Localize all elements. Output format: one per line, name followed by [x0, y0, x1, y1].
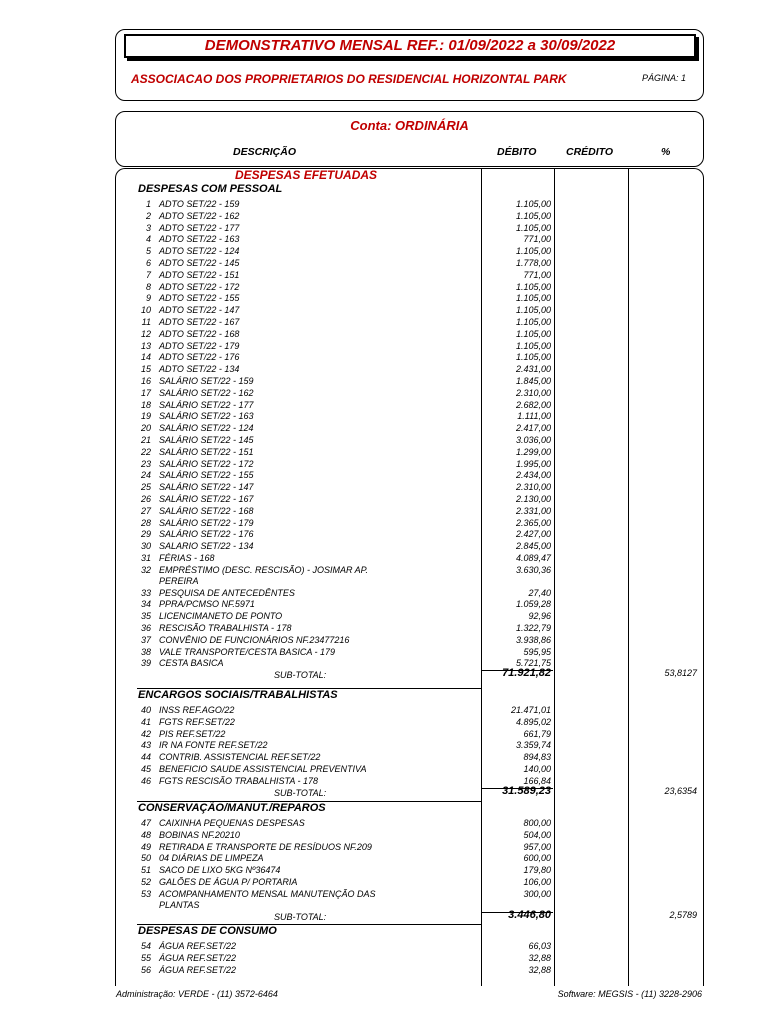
item-description: RETIRADA E TRANSPORTE DE RESÍDUOS NF.209	[159, 841, 372, 852]
item-number: 11	[141, 317, 151, 327]
item-debit: 179,80	[523, 865, 551, 876]
item-debit: 4.895,02	[515, 716, 551, 727]
col-description: DESCRIÇÃO	[233, 146, 297, 158]
item-debit: 66,03	[528, 941, 551, 951]
item-description: ADTO SET/22 - 159	[159, 199, 240, 209]
col-debit: DÉBITO	[497, 146, 537, 158]
subtotal-value: 31.589,23	[502, 784, 551, 797]
item-number: 20	[140, 423, 151, 434]
list-item	[0, 952, 768, 964]
item-debit: 140,00	[523, 764, 551, 774]
footer-admin: Administração: VERDE - (11) 3572-6464	[116, 989, 278, 999]
item-number: 47	[140, 818, 151, 828]
item-description: ADTO SET/22 - 168	[159, 328, 240, 339]
item-debit: 27,40	[528, 587, 551, 598]
list-item	[0, 340, 768, 352]
footer-software: Software: MEGSIS - (11) 3228-2906	[557, 989, 702, 999]
item-number: 37	[140, 634, 151, 645]
item-number: 56	[140, 964, 151, 975]
list-item	[0, 399, 768, 411]
item-number: 29	[140, 529, 151, 540]
item-number: 50	[140, 853, 151, 864]
item-number: 49	[140, 841, 151, 852]
subtotal-percent: 2,5789	[669, 909, 697, 920]
item-description: SALÁRIO SET/22 - 172	[159, 458, 254, 469]
list-item	[0, 198, 768, 210]
item-description: PESQUISA DE ANTECEDÊNTES	[159, 587, 295, 598]
item-number: 54	[140, 941, 151, 951]
list-item	[0, 304, 768, 316]
item-debit: 800,00	[523, 818, 551, 828]
list-item	[0, 387, 768, 399]
item-debit: 504,00	[523, 829, 551, 840]
item-number: 19	[140, 411, 151, 422]
item-debit: 32,88	[528, 952, 551, 963]
item-debit: 3.359,74	[515, 740, 551, 751]
item-number: 44	[140, 752, 151, 763]
item-debit: 1.105,00	[515, 305, 551, 316]
item-description: FÉRIAS - 168	[159, 553, 215, 563]
item-description: BOBINAS NF.20210	[159, 829, 240, 840]
item-description: IR NA FONTE REF.SET/22	[159, 740, 268, 751]
item-number: 13	[140, 340, 151, 351]
item-description: ÁGUA REF.SET/22	[159, 952, 237, 963]
list-item	[0, 540, 768, 552]
list-item	[0, 817, 768, 829]
subtotal-label: SUB-TOTAL:	[274, 787, 327, 798]
page-title: DEMONSTRATIVO MENSAL REF.: 01/09/2022 a 30/09/2022	[204, 37, 616, 54]
item-debit: 1.105,00	[515, 281, 551, 292]
item-number: 43	[140, 740, 151, 751]
list-item	[0, 634, 768, 646]
item-number: 26	[140, 494, 151, 504]
item-debit: 92,96	[528, 611, 551, 622]
item-description: ADTO SET/22 - 172	[159, 281, 240, 292]
item-description-cont: PEREIRA	[159, 575, 199, 586]
list-item	[0, 841, 768, 853]
item-description: ÁGUA REF.SET/22	[159, 941, 237, 951]
subtotal-percent: 53,8127	[664, 668, 697, 679]
item-number: 41	[140, 716, 151, 727]
item-description: SALÁRIO SET/22 - 176	[159, 529, 254, 540]
list-item	[0, 552, 768, 564]
item-number: 14	[140, 352, 151, 363]
list-item	[0, 739, 768, 751]
item-number: 6	[145, 258, 151, 268]
item-description: SALÁRIO SET/22 - 124	[159, 423, 254, 434]
item-debit: 2.130,00	[515, 494, 551, 504]
item-debit: 771,00	[523, 234, 551, 245]
list-item	[0, 610, 768, 622]
item-debit: 1.845,00	[515, 376, 551, 386]
item-number: 4	[145, 234, 151, 245]
item-description: BENEFICIO SAUDE ASSISTENCIAL PREVENTIVA	[159, 764, 367, 774]
item-debit: 3.938,86	[515, 634, 551, 645]
item-debit: 1.105,00	[515, 210, 551, 221]
item-number: 15	[140, 364, 151, 375]
list-item	[0, 716, 768, 728]
list-item	[0, 469, 768, 481]
item-number: 18	[140, 399, 151, 410]
item-description: SALÁRIO SET/22 - 167	[159, 494, 254, 504]
list-item	[0, 528, 768, 540]
item-description: ADTO SET/22 - 147	[159, 305, 240, 316]
item-debit: 1.322,79	[515, 623, 551, 633]
group-title: DESPESAS COM PESSOAL	[138, 183, 283, 195]
list-item	[0, 328, 768, 340]
item-description: FGTS RESCISÃO TRABALHISTA - 178	[159, 775, 319, 786]
item-description: ADTO SET/22 - 162	[159, 210, 240, 221]
list-item	[0, 587, 768, 599]
list-item	[0, 434, 768, 446]
subtotal-label: SUB-TOTAL:	[274, 670, 327, 681]
list-item-continuation	[0, 899, 768, 911]
group-title: ENCARGOS SOCIAIS/TRABALHISTAS	[138, 689, 338, 701]
item-debit: 957,00	[523, 841, 551, 852]
item-number: 2	[145, 210, 151, 221]
item-number: 9	[145, 293, 151, 304]
list-item	[0, 622, 768, 634]
item-number: 22	[140, 446, 151, 457]
title-bar	[124, 34, 696, 58]
item-description: SALÁRIO SET/22 - 145	[159, 435, 254, 445]
item-debit: 600,00	[523, 853, 551, 864]
list-item	[0, 646, 768, 658]
item-description: ADTO SET/22 - 177	[159, 222, 240, 233]
item-description: SACO DE LIXO 5KG Nº36474	[159, 865, 281, 876]
item-number: 25	[140, 482, 151, 493]
item-description: PIS REF.SET/22	[159, 728, 226, 739]
item-debit: 1.299,00	[515, 446, 551, 457]
item-description: ADTO SET/22 - 176	[159, 352, 240, 363]
item-number: 3	[145, 222, 151, 233]
item-number: 17	[140, 387, 151, 398]
item-debit: 2.434,00	[515, 470, 551, 481]
item-debit: 771,00	[523, 269, 551, 280]
item-description: SALÁRIO SET/22 - 163	[159, 411, 254, 422]
subtotal-label: SUB-TOTAL:	[274, 911, 327, 922]
item-description: ADTO SET/22 - 134	[159, 364, 240, 375]
item-description: ADTO SET/22 - 167	[159, 317, 240, 327]
item-number: 45	[140, 764, 151, 774]
association-name: ASSOCIACAO DOS PROPRIETARIOS DO RESIDENCIAL HORIZONTAL PARK	[131, 72, 567, 86]
item-debit: 1.105,00	[515, 199, 551, 209]
list-item	[0, 257, 768, 269]
item-debit: 3.036,00	[515, 435, 551, 445]
item-debit: 2.682,00	[515, 399, 551, 410]
item-description: ADTO SET/22 - 124	[159, 246, 240, 257]
item-debit: 1.059,28	[515, 599, 551, 610]
item-description: ACOMPANHAMENTO MENSAL MANUTENÇÃO DAS	[159, 888, 376, 899]
account-title: Conta: ORDINÁRIA	[350, 118, 469, 133]
item-debit: 2.310,00	[515, 482, 551, 493]
item-description: SALÁRIO SET/22 - 177	[159, 399, 254, 410]
item-number: 24	[140, 470, 151, 481]
list-item	[0, 245, 768, 257]
item-number: 34	[140, 599, 151, 610]
list-item	[0, 481, 768, 493]
item-description: LICENCIMANETO DE PONTO	[159, 611, 283, 622]
list-item	[0, 269, 768, 281]
item-debit: 2.331,00	[515, 505, 551, 516]
item-number: 33	[140, 587, 151, 598]
list-item	[0, 446, 768, 458]
subtotal-value: 71.921,82	[502, 667, 551, 680]
item-description: SALÁRIO SET/22 - 155	[159, 470, 254, 481]
item-number: 31	[140, 553, 151, 563]
item-description-cont: PLANTAS	[159, 899, 200, 910]
item-number: 38	[140, 646, 151, 657]
item-number: 7	[145, 269, 151, 280]
item-debit: 166,84	[523, 775, 551, 786]
item-debit: 1.105,00	[515, 328, 551, 339]
item-debit: 1.105,00	[515, 317, 551, 327]
group-title: CONSERVAÇÃO/MANUT./REPAROS	[138, 802, 326, 814]
item-description: CESTA BASICA	[159, 658, 224, 669]
list-item	[0, 964, 768, 976]
item-number: 51	[140, 865, 151, 876]
list-item	[0, 657, 768, 669]
section-title: DESPESAS EFETUADAS	[235, 168, 378, 182]
list-item	[0, 775, 768, 787]
list-item	[0, 751, 768, 763]
item-number: 21	[140, 435, 151, 445]
list-item	[0, 864, 768, 876]
list-item	[0, 210, 768, 222]
list-item	[0, 829, 768, 841]
item-debit: 32,88	[528, 964, 551, 975]
item-debit: 2.310,00	[515, 387, 551, 398]
list-item	[0, 233, 768, 245]
list-item-continuation	[0, 575, 768, 587]
item-number: 32	[140, 564, 151, 575]
list-item	[0, 281, 768, 293]
item-number: 5	[145, 246, 151, 257]
item-description: ADTO SET/22 - 163	[159, 234, 240, 245]
item-debit: 300,00	[523, 888, 551, 899]
page-number: PÁGINA: 1	[642, 73, 687, 83]
item-description: FGTS REF.SET/22	[159, 716, 235, 727]
subtotal-value: 3.446,80	[508, 908, 551, 921]
item-debit: 595,95	[523, 646, 551, 657]
item-description: ÁGUA REF.SET/22	[159, 964, 237, 975]
item-number: 35	[140, 611, 151, 622]
item-description: ADTO SET/22 - 145	[159, 258, 240, 268]
list-item	[0, 363, 768, 375]
item-description: SALÁRIO SET/22 - 162	[159, 387, 254, 398]
list-item	[0, 876, 768, 888]
item-description: 04 DIÁRIAS DE LIMPEZA	[159, 853, 264, 864]
item-number: 27	[140, 505, 151, 516]
item-debit: 106,00	[523, 877, 551, 887]
item-number: 23	[140, 458, 151, 469]
item-number: 40	[140, 705, 151, 715]
item-debit: 1.778,00	[515, 258, 551, 268]
list-item	[0, 351, 768, 363]
item-number: 48	[140, 829, 151, 840]
item-description: SALÁRIO SET/22 - 151	[159, 446, 254, 457]
list-item	[0, 458, 768, 470]
item-debit: 1.105,00	[515, 293, 551, 304]
item-number: 16	[140, 376, 151, 386]
item-debit: 1.105,00	[515, 222, 551, 233]
item-debit: 2.417,00	[515, 423, 551, 434]
item-number: 28	[140, 517, 151, 528]
list-item	[0, 598, 768, 610]
item-debit: 2.365,00	[515, 517, 551, 528]
item-debit: 4.089,47	[515, 553, 551, 563]
item-description: SALÁRIO SET/22 - 159	[159, 376, 254, 386]
item-debit: 894,83	[523, 752, 551, 763]
item-description: SALARIO SET/22 - 134	[159, 541, 254, 552]
item-description: CONVÊNIO DE FUNCIONÁRIOS NF.23477216	[159, 634, 350, 645]
list-item	[0, 375, 768, 387]
item-number: 12	[140, 328, 151, 339]
item-number: 39	[140, 658, 151, 669]
item-description: ADTO SET/22 - 151	[159, 269, 240, 280]
item-debit: 1.995,00	[515, 458, 551, 469]
item-description: INSS REF.AGO/22	[159, 705, 235, 715]
item-number: 8	[145, 281, 151, 292]
item-description: RESCISÃO TRABALHISTA - 178	[159, 623, 292, 633]
list-item	[0, 410, 768, 422]
col-credit: CRÉDITO	[566, 146, 614, 158]
item-number: 30	[140, 541, 151, 552]
group-title: DESPESAS DE CONSUMO	[138, 925, 277, 937]
item-number: 42	[140, 728, 151, 739]
list-item	[0, 316, 768, 328]
item-description: ADTO SET/22 - 179	[159, 340, 240, 351]
subtotal-percent: 23,6354	[664, 785, 697, 796]
col-percent: %	[661, 146, 671, 158]
item-description: PPRA/PCMSO NF.5971	[159, 599, 255, 610]
item-number: 52	[140, 877, 151, 887]
list-item	[0, 505, 768, 517]
item-description: CONTRIB. ASSISTENCIAL REF.SET/22	[159, 752, 321, 763]
item-description: VALE TRANSPORTE/CESTA BASICA - 179	[159, 646, 336, 657]
item-description: ADTO SET/22 - 155	[159, 293, 240, 304]
item-number: 53	[140, 888, 151, 899]
list-item	[0, 517, 768, 529]
item-debit: 661,79	[523, 728, 551, 739]
item-description: SALÁRIO SET/22 - 168	[159, 505, 254, 516]
item-debit: 2.845,00	[515, 541, 551, 552]
item-debit: 1.105,00	[515, 340, 551, 351]
item-description: SALÁRIO SET/22 - 179	[159, 517, 254, 528]
list-item	[0, 422, 768, 434]
item-debit: 2.427,00	[515, 529, 551, 540]
list-item	[0, 940, 768, 952]
item-debit: 3.630,36	[515, 564, 551, 575]
list-item	[0, 728, 768, 740]
item-number: 36	[140, 623, 151, 633]
item-debit: 1.105,00	[515, 246, 551, 257]
item-debit: 5.721,75	[515, 658, 551, 669]
item-debit: 2.431,00	[515, 364, 551, 375]
list-item	[0, 292, 768, 304]
item-debit: 1.105,00	[515, 352, 551, 363]
column-header-box	[115, 111, 704, 167]
list-item	[0, 852, 768, 864]
list-item	[0, 493, 768, 505]
item-description: SALÁRIO SET/22 - 147	[159, 482, 254, 493]
list-item	[0, 704, 768, 716]
item-number: 1	[145, 199, 151, 209]
item-description: EMPRÉSTIMO (DESC. RESCISÃO) - JOSIMAR AP.	[159, 564, 369, 575]
list-item	[0, 222, 768, 234]
item-debit: 1.111,00	[517, 411, 551, 422]
item-debit: 21.471,01	[510, 705, 551, 715]
item-number: 10	[140, 305, 151, 316]
item-description: CAIXINHA PEQUENAS DESPESAS	[159, 818, 305, 828]
item-number: 55	[140, 952, 151, 963]
item-number: 46	[140, 775, 151, 786]
list-item	[0, 763, 768, 775]
item-description: GALÕES DE ÁGUA P/ PORTARIA	[159, 877, 298, 887]
